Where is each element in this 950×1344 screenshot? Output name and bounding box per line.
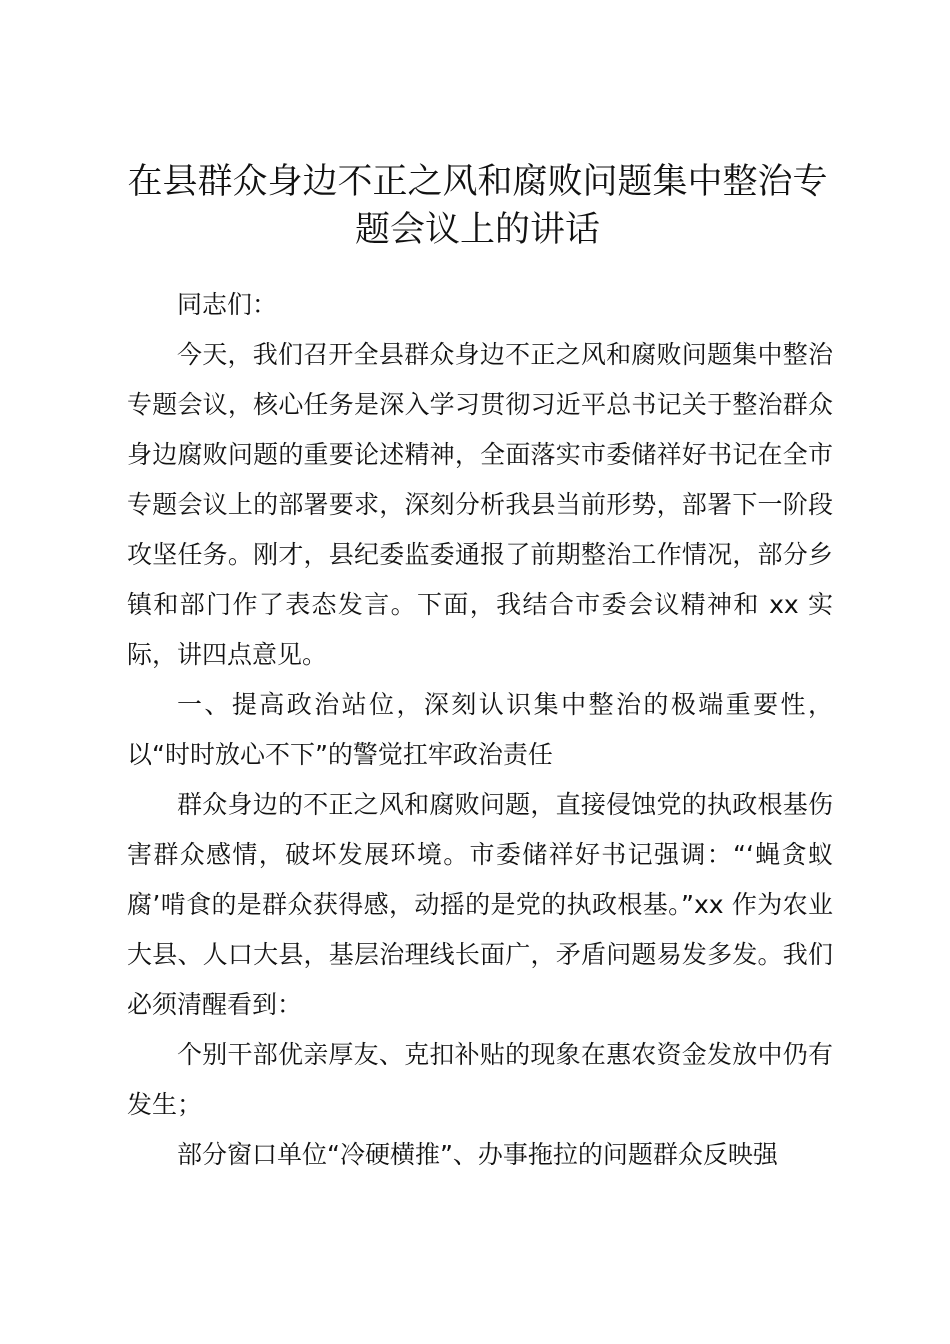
paragraph: 部分窗口单位“冷硬横推”、办事拖拉的问题群众反映强 bbox=[177, 1140, 778, 1169]
paragraph: 群众身边的不正之风和腐败问题，直接侵蚀党的执政根基伤害群众感情，破坏发展环境。市委储祥好书记强调：“‘蝇贪蚁腐’啃食的是群众获得感，动摇的是党的执政根基。”xx 作为农业大县、人口大县，基层治理线长面广，矛盾问题易发多发。我们必须清醒看到： bbox=[127, 790, 833, 1019]
paragraph-intro: 今天，我们召开全县群众身边不正之风和腐败问题集中整治专题会议，核心任务是深入学习贯彻习近平总书记关于整治群众身边腐败问题的重要论述精神，全面落实市委储祥好书记在全市专题会议上的部署要求，深刻分析我县当前形势，部署下一阶段攻坚任务。刚才，县纪委监委通报了前期整治工作情况，部分乡镇和部门作了表态发言。下面，我结合市委会议精神和 xx 实际，讲四点意见。 bbox=[127, 340, 833, 669]
paragraph: 个别干部优亲厚友、克扣补贴的现象在惠农资金发放中仍有发生； bbox=[127, 1040, 833, 1119]
section-heading: 一、提高政治站位，深刻认识集中整治的极端重要性，以“时时放心不下”的警觉扛牢政治责任 bbox=[127, 690, 833, 769]
document-body bbox=[127, 280, 833, 1180]
salutation: 同志们： bbox=[177, 290, 278, 319]
document-title: 在县群众身边不正之风和腐败问题集中整治专题会议上的讲话 bbox=[127, 162, 828, 250]
